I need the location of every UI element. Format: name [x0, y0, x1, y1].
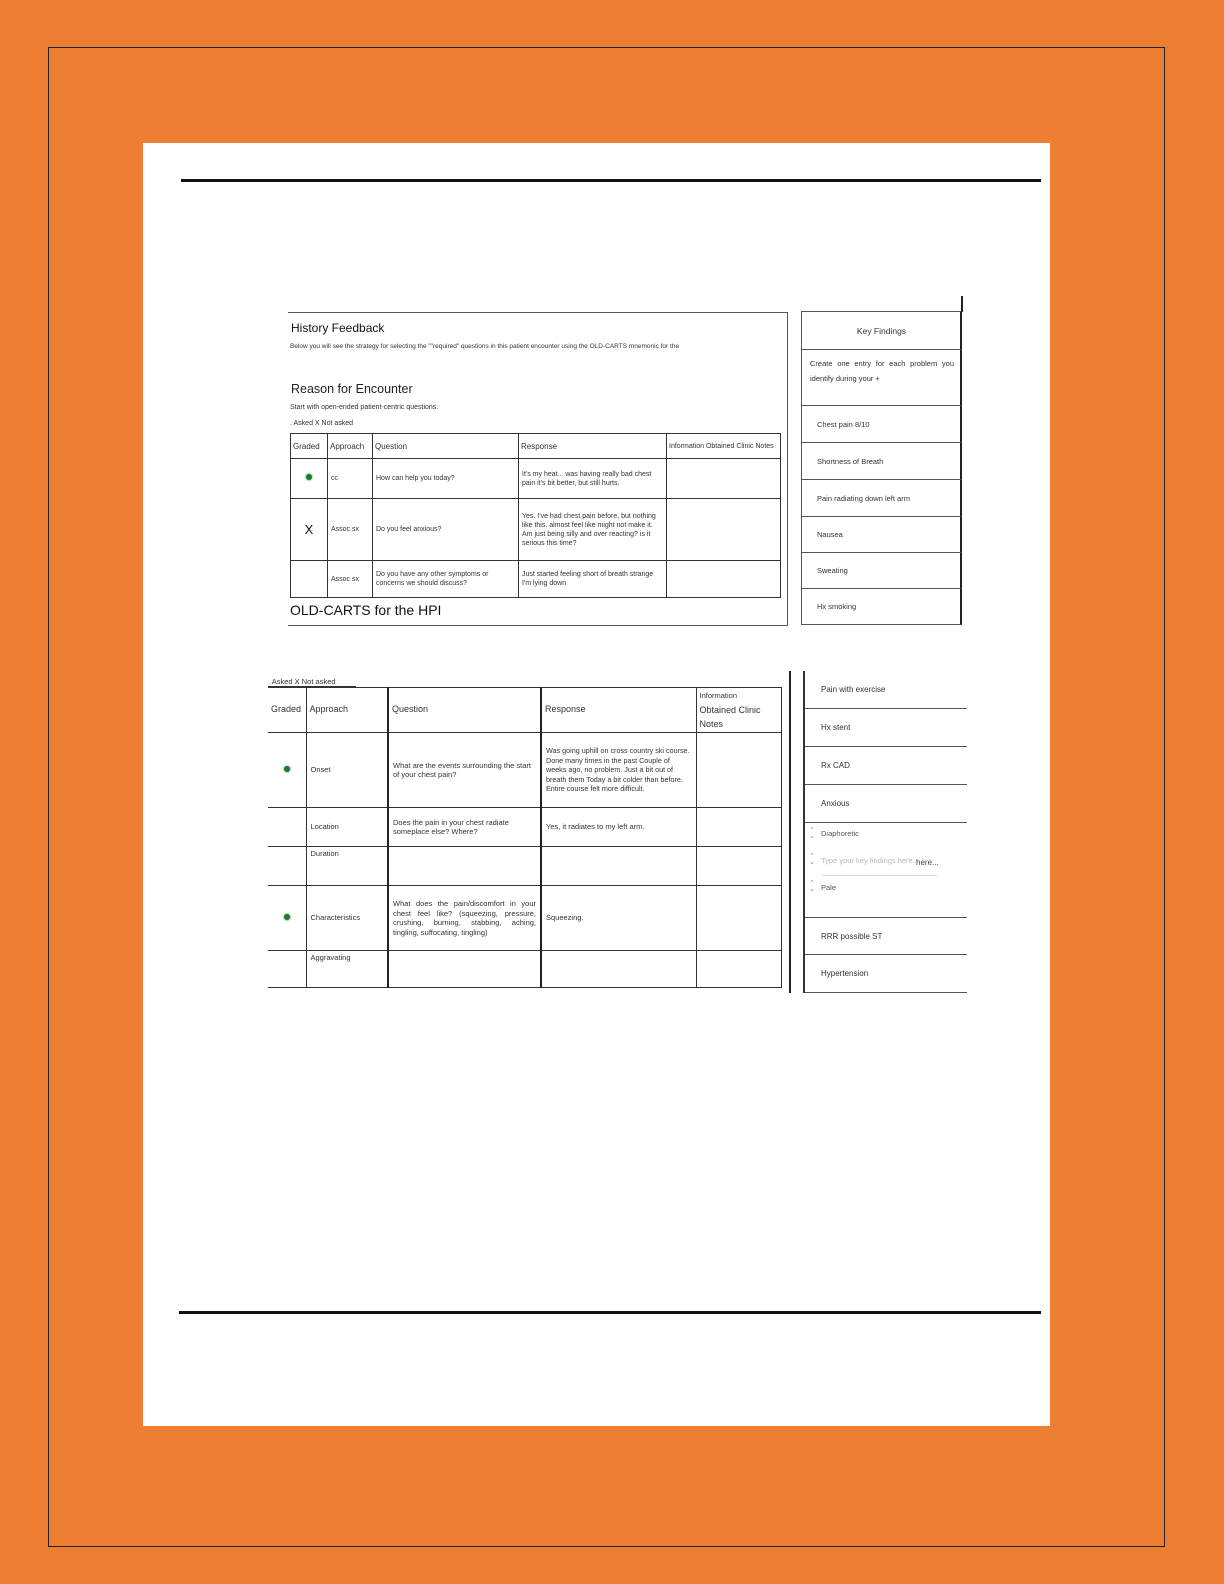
key-finding-item[interactable]: Chest pain 8/10 — [802, 406, 961, 443]
key-finding-item[interactable]: Pain radiating down left arm — [802, 480, 961, 517]
input-overlay-text: here... — [916, 858, 939, 867]
col-graded: Graded — [291, 434, 328, 459]
approach-cell: Characteristics — [306, 886, 388, 951]
key-findings-title: Key Findings — [802, 312, 961, 350]
graded-cell — [291, 459, 328, 499]
header-rule — [181, 179, 1041, 182]
key-finding-editing-item[interactable]: Pale — [821, 883, 837, 892]
approach-cell: Onset — [306, 733, 388, 808]
notes-cell — [696, 808, 781, 847]
key-finding-item[interactable]: Pain with exercise — [805, 671, 967, 709]
table-row — [268, 951, 781, 988]
reason-table — [290, 433, 781, 598]
question-cell: Does the pain in your chest radiate someplace else? Where? — [388, 808, 541, 847]
reorder-stepper-icon[interactable]: ⌃ ⌄ — [809, 853, 815, 866]
table-row — [268, 733, 781, 808]
table-row — [268, 847, 781, 886]
intro-text: Below you will see the strategy for selecting the ""required" questions in this patient encounter using the OLD-CARTS mnemonic for the — [290, 343, 680, 350]
response-cell: Squeezing. — [541, 886, 696, 951]
notes-cell — [696, 733, 781, 808]
key-findings-input[interactable]: Type your key findings here... — [821, 856, 919, 865]
reorder-stepper-icon[interactable]: ⌃ ⌄ — [809, 880, 815, 893]
response-cell: Yes, it radiates to my left arm. — [541, 808, 696, 847]
asked-dot-icon — [284, 914, 290, 920]
input-underline — [821, 875, 937, 876]
key-finding-item[interactable]: Hx smoking — [817, 602, 857, 611]
reason-for-encounter-heading: Reason for Encounter — [291, 382, 413, 396]
col-response: Response — [541, 688, 696, 733]
approach-cell: Assoc sx — [328, 499, 373, 561]
key-finding-editing-item[interactable]: Diaphoretic — [821, 829, 859, 838]
asked-dot-icon — [306, 474, 312, 480]
key-finding-item[interactable]: Hypertension — [805, 955, 967, 993]
panel-edge — [961, 296, 963, 312]
col-notes — [696, 688, 781, 733]
col-notes-line-3: Notes — [699, 719, 724, 729]
col-graded: Graded — [268, 688, 306, 733]
graded-cell — [268, 733, 306, 808]
history-feedback-screenshot — [288, 312, 788, 626]
notes-cell — [667, 561, 781, 598]
approach-cell: Aggravating — [306, 951, 388, 988]
col-notes: Information Obtained Clinic Notes — [667, 434, 781, 459]
approach-cell: Duration — [306, 847, 388, 886]
panel-divider — [789, 671, 791, 993]
graded-cell — [291, 561, 328, 598]
asked-dot-icon — [284, 766, 290, 772]
question-cell — [388, 951, 541, 988]
notes-cell — [696, 886, 781, 951]
key-findings-instruction: Create one entry for each problem you identify during your + — [802, 350, 961, 406]
col-question: Question — [388, 688, 541, 733]
key-finding-item[interactable]: Anxious — [805, 785, 967, 823]
question-cell: Do you have any other symptoms or concerns we should discuss? — [373, 561, 519, 598]
reason-subtitle: Start with open-ended patient-centric questions. — [290, 404, 439, 411]
key-finding-item[interactable]: Shortness of Breath — [802, 443, 961, 480]
key-finding-item[interactable]: Hx stent — [805, 709, 967, 747]
table-row — [291, 561, 781, 598]
key-findings-panel-2 — [803, 671, 967, 993]
col-question: Question — [373, 434, 519, 459]
col-approach: Approach — [306, 688, 388, 733]
old-carts-table — [268, 687, 782, 988]
response-cell — [541, 847, 696, 886]
key-findings-panel — [801, 311, 962, 625]
response-cell: Yes. I've had chest pain before, but nothing like this. almost feel like might not make it. Am just being silly and over reacting? is it serious this time? — [519, 499, 667, 561]
question-cell: Do you feel anxious? — [373, 499, 519, 561]
not-asked-x-mark: X — [291, 499, 328, 561]
notes-cell — [696, 951, 781, 988]
question-cell — [388, 847, 541, 886]
graded-cell — [268, 951, 306, 988]
history-feedback-title: History Feedback — [291, 321, 385, 335]
question-cell: What does the pain/discomfort in your chest feel like? (squeezing, pressure, crushing, burning, stabbing, aching, tingling, suffocating, tingling) — [388, 886, 541, 951]
question-cell: What are the events surrounding the start of your chest pain? — [388, 733, 541, 808]
approach-cell: cc — [328, 459, 373, 499]
table-row — [268, 886, 781, 951]
table-header-row — [291, 434, 781, 459]
question-cell: How can help you today? — [373, 459, 519, 499]
key-finding-item[interactable]: Sweating — [802, 553, 961, 589]
graded-cell — [268, 847, 306, 886]
col-approach: Approach — [328, 434, 373, 459]
response-cell — [541, 951, 696, 988]
response-cell: It's my heat... was having really bad chest pain it's bit better, but still hurts. — [519, 459, 667, 499]
table-row — [291, 499, 781, 561]
key-finding-item[interactable]: Nausea — [802, 517, 961, 553]
key-finding-item[interactable]: Rx CAD — [805, 747, 967, 785]
old-carts-heading: OLD-CARTS for the HPI — [290, 602, 442, 618]
footer-rule — [179, 1311, 1041, 1314]
notes-cell — [696, 847, 781, 886]
response-cell: Just started feeling short of breath strange I'm lying down — [519, 561, 667, 598]
notes-cell — [667, 499, 781, 561]
response-cell: Was going uphill on cross country ski course. Done many times in the past Couple of weeks ago, no problem. Just a bit out of breath them Today a bit colder than before. Entire course felt more difficult. — [541, 733, 696, 808]
key-finding-item[interactable]: RRR possible ST — [805, 917, 967, 955]
table-row — [268, 808, 781, 847]
approach-cell: Assoc sx — [328, 561, 373, 598]
asked-legend-2: . Asked X Not asked — [268, 677, 336, 686]
col-notes-line-2: Obtained Clinic — [699, 705, 761, 715]
asked-legend: . Asked X Not asked — [290, 420, 354, 427]
col-notes-line-1: Information — [699, 691, 738, 700]
graded-cell — [268, 886, 306, 951]
graded-cell — [268, 808, 306, 847]
col-response: Response — [519, 434, 667, 459]
table-row — [291, 459, 781, 499]
table-header-row — [268, 688, 781, 733]
notes-cell — [667, 459, 781, 499]
reorder-stepper-icon[interactable]: ⌃ ⌄ — [809, 827, 815, 840]
approach-cell: Location — [306, 808, 388, 847]
